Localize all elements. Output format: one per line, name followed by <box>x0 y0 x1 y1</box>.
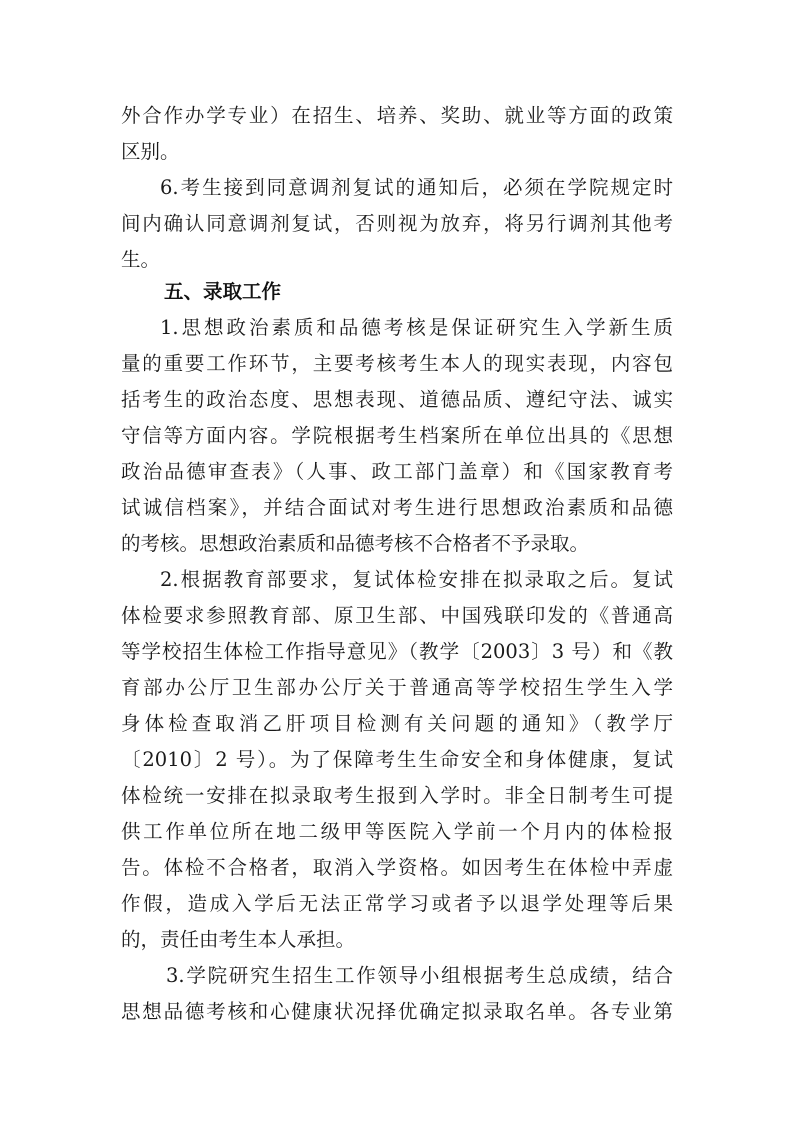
paragraph-line: 体检统一安排在拟录取考生报到入学时。非全日制考生可提 <box>121 784 673 807</box>
paragraph-line: 间内确认同意调剂复试，否则视为放弃，将另行调剂其他考 <box>121 212 673 235</box>
paragraph-line: 3.学院研究生招生工作领导小组根据考生总成绩，结合 <box>166 964 673 987</box>
paragraph-line: 1.思想政治素质和品德考核是保证研究生入学新生质 <box>160 316 673 339</box>
paragraph-line: 6.考生接到同意调剂复试的通知后，必须在学院规定时 <box>160 176 673 199</box>
paragraph-line: 体检要求参照教育部、原卫生部、中国残联印发的《普通高 <box>121 604 673 627</box>
paragraph-line: 告。体检不合格者，取消入学资格。如因考生在体检中弄虚 <box>121 856 673 879</box>
paragraph-line: 〔2010〕2 号）。为了保障考生生命安全和身体健康，复试 <box>121 748 673 771</box>
paragraph-line: 的，责任由考生本人承担。 <box>121 928 356 951</box>
section-heading: 五、录取工作 <box>164 280 282 303</box>
paragraph-line: 思想品德考核和心健康状况择优确定拟录取名单。各专业第 <box>121 1000 673 1023</box>
paragraph-line: 作假，造成入学后无法正常学习或者予以退学处理等后果 <box>121 892 673 915</box>
paragraph-line: 育部办公厅卫生部办公厅关于普通高等学校招生学生入学 <box>121 676 673 699</box>
paragraph-line: 量的重要工作环节，主要考核考生本人的现实表现，内容包 <box>121 352 673 375</box>
paragraph-line: 身体检查取消乙肝项目检测有关问题的通知》（教学厅 <box>121 712 673 735</box>
paragraph-line: 等学校招生体检工作指导意见》（教学〔2003〕3 号）和《教 <box>121 640 673 663</box>
paragraph-line: 试诚信档案》，并结合面试对考生进行思想政治素质和品德 <box>121 496 673 519</box>
paragraph-line: 外合作办学专业）在招生、培养、奖助、就业等方面的政策 <box>121 104 673 127</box>
paragraph-line: 生。 <box>121 248 161 271</box>
paragraph-line: 政治品德审查表》（人事、政工部门盖章）和《国家教育考 <box>121 460 673 483</box>
paragraph-line: 的考核。思想政治素质和品德考核不合格者不予录取。 <box>121 532 590 555</box>
paragraph-line: 供工作单位所在地二级甲等医院入学前一个月内的体检报 <box>121 820 673 843</box>
paragraph-line: 守信等方面内容。学院根据考生档案所在单位出具的《思想 <box>121 424 673 447</box>
paragraph-line: 2.根据教育部要求，复试体检安排在拟录取之后。复试 <box>160 568 673 591</box>
paragraph-line: 括考生的政治态度、思想表现、道德品质、遵纪守法、诚实 <box>121 388 673 411</box>
paragraph-line: 区别。 <box>121 140 180 163</box>
